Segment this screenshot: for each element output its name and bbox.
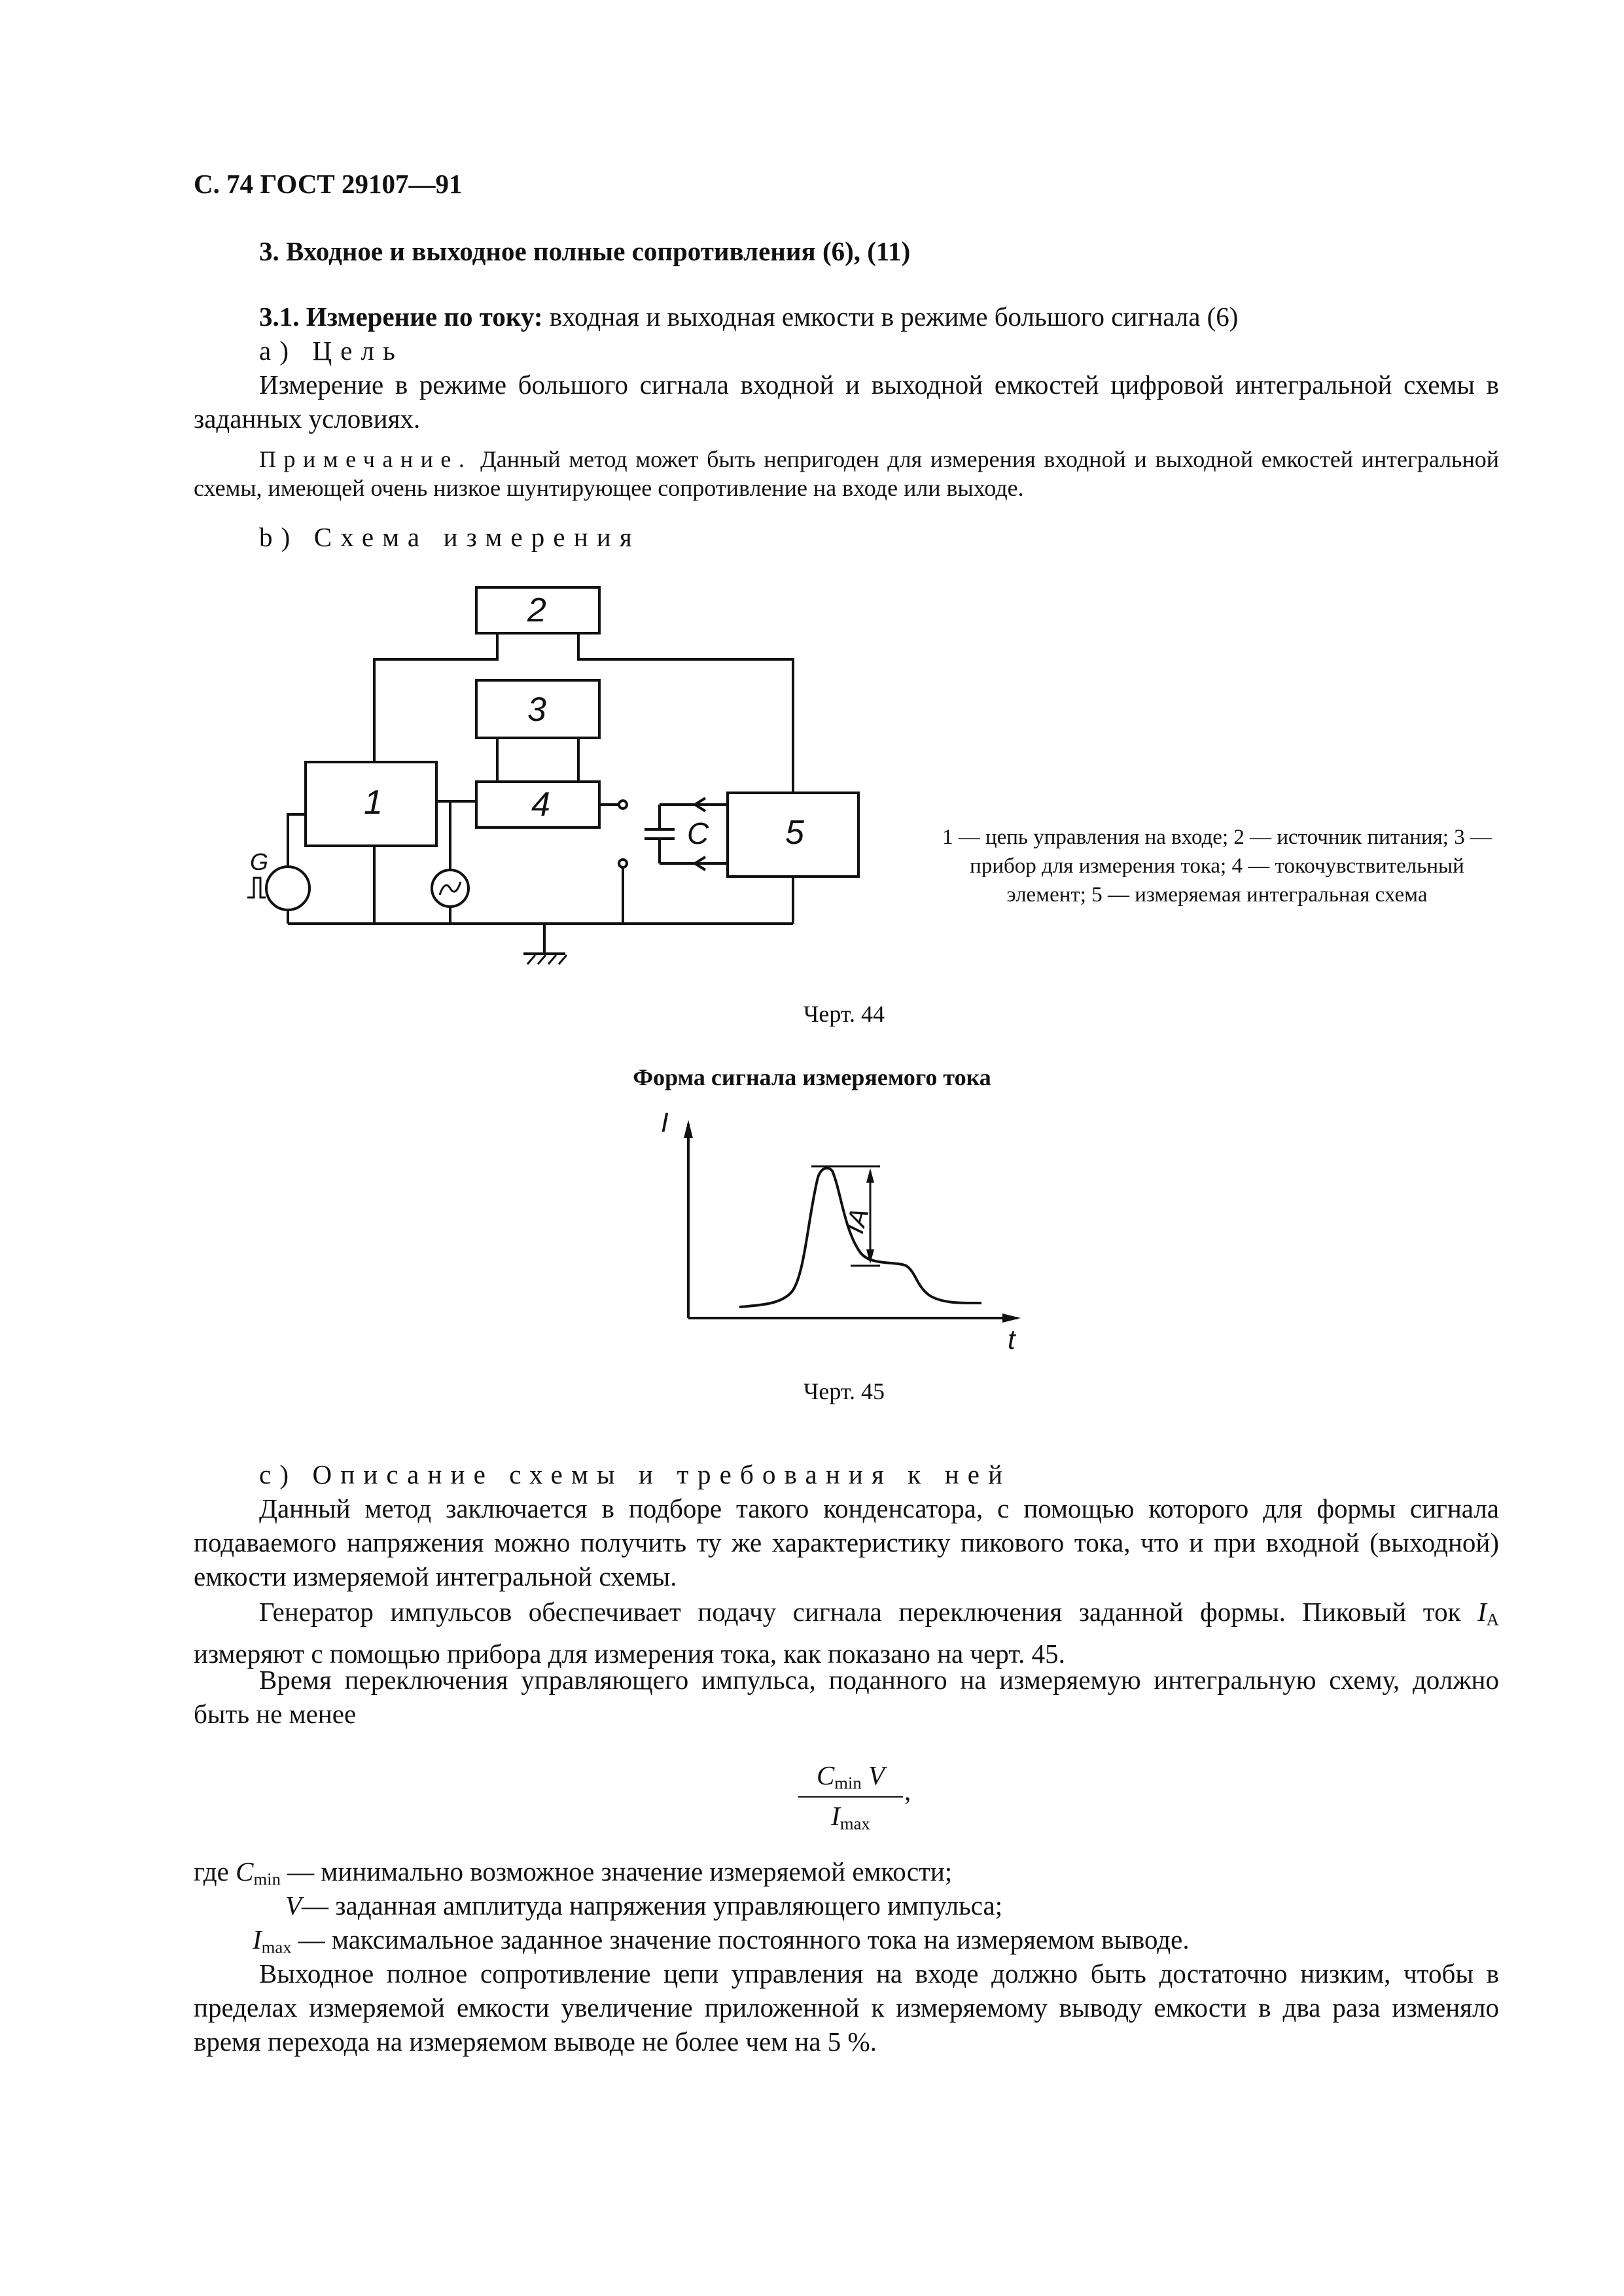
capacitor-label: C [687, 816, 709, 850]
peak-label: IA [840, 1205, 875, 1237]
where-line-3: $I_{max}$ — максимальное заданное значение постоянного тока на измеряемом выводе. [253, 1924, 1190, 1957]
formula-denominator: $I_{max}$ [831, 1800, 870, 1834]
note-text: Данный метод может быть непригоден для измерения входной и выходной емкостей интегральной схемы, имеющей очень низкое шунтирующее сопротивление на входе или выходе. [194, 446, 1499, 501]
formula [798, 1760, 903, 1834]
where-line-1: где $C_{min}$ — минимально возможное значение измеряемой емкости; [194, 1856, 953, 1889]
x-axis-arrow [1002, 1313, 1021, 1323]
x-axis-label: t [1008, 1324, 1015, 1355]
formula-trail: , [904, 1776, 911, 1806]
part-c-paragraph-2 [194, 1595, 1499, 1671]
block-3-label: 3 [527, 691, 546, 729]
figure45-title: Форма сигнала измеряемого тока [633, 1064, 991, 1090]
peak-arrow-up [866, 1168, 874, 1183]
figure44-legend: 1 — цепь управления на входе; 2 — источник питания; 3 — прибор для измерения тока; 4 — токочувствительный элемент; 5 — измеряемая интегральная схема [942, 826, 1492, 907]
part-c-paragraph-1: Данный метод заключается в подборе такого конденсатора, с помощью которого для формы сигнала подаваемого напряжения можно получить ту же характеристику пикового тока, что и при входной (выходной) емкости измеряемой интегральной схемы. [194, 1493, 1499, 1592]
figure44-caption: Черт. 44 [803, 1001, 885, 1027]
where-line-2: V— заданная амплитуда напряжения управляющего импульса; [285, 1890, 1003, 1921]
subsection-title-rest: входная и выходная емкости в режиме большого сигнала (6) [549, 302, 1239, 332]
generator-label: G [250, 848, 269, 875]
note-label: Примечание. [259, 446, 472, 472]
current-waveform [739, 1168, 981, 1307]
formula-numerator: $C_{min}$ V [798, 1760, 903, 1798]
p2-start: Генератор импульсов обеспечивает подачу сигнала переключения заданной формы. Пиковый ток [259, 1597, 1461, 1627]
page-header: С. 74 ГОСТ 29107—91 [194, 169, 463, 199]
section-title: 3. Входное и выходное полные сопротивления (6), (11) [259, 236, 911, 266]
p2-var: I [1477, 1597, 1487, 1627]
subsection-number: 3.1. Измерение по току: [259, 302, 543, 332]
block-1-label: 1 [364, 784, 383, 822]
part-a-text: Измерение в режиме большого сигнала входной и выходной емкостей цифровой интегральной схемы в заданных условиях. [194, 370, 1499, 434]
part-b-heading: b) Схема измерения [259, 522, 641, 552]
block-2-label: 2 [527, 591, 546, 629]
figure45-caption: Черт. 45 [803, 1378, 885, 1404]
p2-end: измеряют с помощью прибора для измерения тока, как показано на черт. 45. [194, 1638, 1065, 1669]
part-a-heading: а) Цель [259, 336, 404, 366]
part-c-paragraph-4: Выходное полное сопротивление цепи управления на входе должно быть достаточно низким, чтобы в пределах измеряемой емкости увеличение приложенной к измеряемому выводу емкости в два раза изменяло время перехода на измеряемом выводе не более чем на 5 %. [194, 1958, 1499, 2057]
p2-sub: A [1486, 1609, 1499, 1629]
part-c-heading: с) Описание схемы и требования к ней [259, 1459, 1012, 1489]
part-c-paragraph-3: Время переключения управляющего импульса, поданного на измеряемую интегральную схему, должно быть не менее [194, 1665, 1499, 1729]
y-axis-label: I [661, 1107, 669, 1138]
y-axis-arrow [684, 1120, 693, 1138]
block-4-label: 4 [531, 786, 550, 824]
block-5-label: 5 [785, 814, 804, 852]
